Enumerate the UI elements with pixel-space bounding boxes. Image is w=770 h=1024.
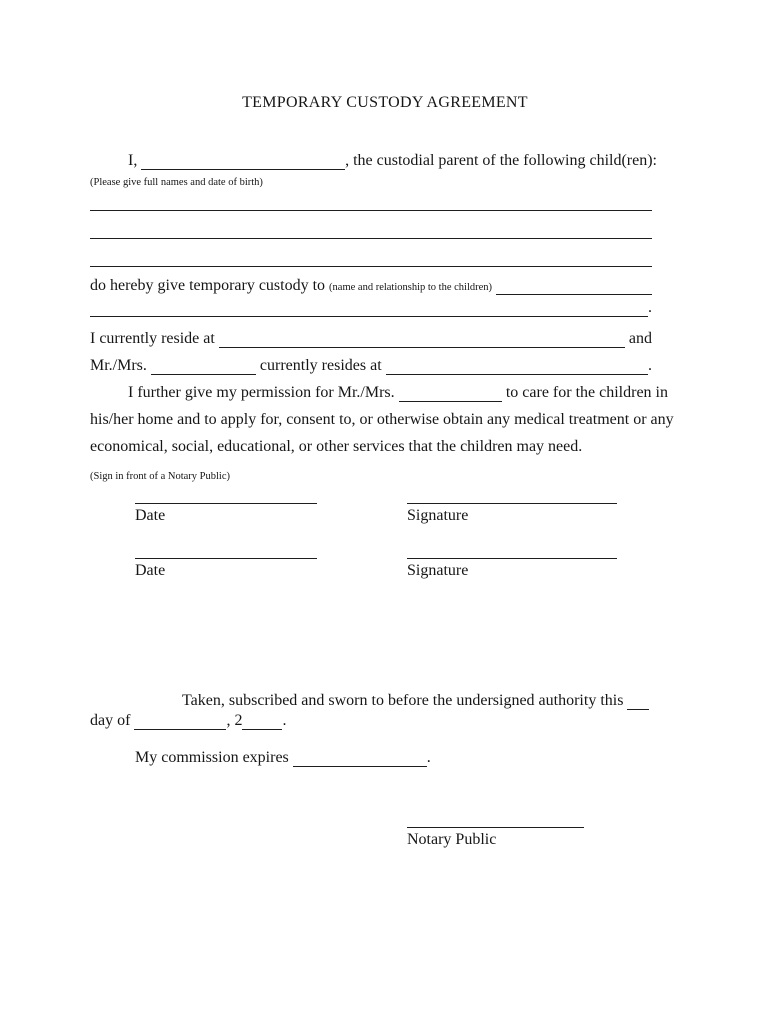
permission-line-3-text: economical, social, educational, or other services that the children may need. — [90, 438, 583, 455]
notary-block — [407, 827, 584, 849]
custody-note: (name and relationship to the children) — [329, 282, 493, 293]
reside-prefix: I currently reside at — [90, 330, 215, 347]
date-label-1: Date — [135, 507, 166, 524]
commission-text: My commission expires — [135, 749, 289, 766]
children-names-field-1[interactable] — [90, 210, 652, 211]
permission-line-3 — [90, 434, 582, 456]
sworn-text: Taken, subscribed and sworn to before the undersigned authority this — [182, 692, 624, 709]
permission-custodian-name-field[interactable] — [399, 391, 502, 402]
custodian-resides-text: currently resides at — [259, 357, 382, 374]
intro-line — [90, 148, 657, 170]
custody-text: do hereby give temporary custody to — [90, 277, 326, 294]
notary-signature-line[interactable] — [407, 827, 584, 828]
permission-line-2-text: his/her home and to apply for, consent to, or otherwise obtain any medical treatment or any — [90, 411, 674, 428]
custodian-address-field[interactable] — [386, 364, 648, 375]
date-line-1[interactable] — [135, 503, 317, 504]
children-names-field-3[interactable] — [90, 266, 652, 267]
custodian-resides-line — [90, 353, 652, 375]
notary-label: Notary Public — [407, 831, 497, 848]
intro-prefix: I, — [128, 152, 138, 169]
signature-label-2: Signature — [407, 562, 469, 579]
custodian-name-relationship-field[interactable] — [496, 284, 652, 295]
children-names-field-2[interactable] — [90, 238, 652, 239]
current-address-field[interactable] — [219, 337, 625, 348]
resides-period-mark: . — [648, 357, 652, 374]
permission-line-1 — [90, 380, 668, 402]
intro-note: (Please give full names and date of birth) — [90, 177, 263, 188]
date-block-1 — [135, 503, 317, 525]
signature-line-1[interactable] — [407, 503, 617, 504]
date-block-2 — [135, 558, 317, 580]
permission-line-2 — [90, 407, 674, 429]
signature-line-2[interactable] — [407, 558, 617, 559]
commission-line — [135, 745, 431, 767]
year-field[interactable] — [242, 719, 282, 730]
permission-prefix: I further give my permission for Mr./Mrs. — [128, 384, 395, 401]
sworn-period-mark: . — [282, 712, 287, 729]
commission-period-mark: . — [426, 749, 431, 766]
custodian-name-continued-field[interactable] — [90, 306, 648, 317]
day-of-text: day of — [90, 712, 131, 729]
custody-continuation-line — [90, 295, 652, 317]
permission-suffix: to care for the children in — [505, 384, 668, 401]
sworn-line-2 — [90, 708, 286, 730]
reside-line — [90, 326, 652, 348]
custodial-parent-name-field[interactable] — [141, 159, 345, 170]
day-number-field[interactable] — [627, 699, 649, 710]
custody-period-mark: . — [648, 299, 652, 316]
commission-expiry-field[interactable] — [293, 756, 427, 767]
custodian-title-prefix: Mr./Mrs. — [90, 357, 147, 374]
document-title: TEMPORARY CUSTODY AGREEMENT — [242, 94, 528, 111]
signature-label-1: Signature — [407, 507, 469, 524]
year-prefix-text: , 2 — [226, 712, 243, 729]
custodian-title-name-field[interactable] — [151, 364, 256, 375]
date-label-2: Date — [135, 562, 166, 579]
notary-sign-note: (Sign in front of a Notary Public) — [90, 471, 230, 482]
date-line-2[interactable] — [135, 558, 317, 559]
custody-line — [90, 273, 652, 295]
intro-suffix: , the custodial parent of the following child(ren): — [345, 152, 657, 169]
signature-block-2 — [407, 558, 617, 580]
reside-suffix: and — [628, 330, 652, 347]
signature-block-1 — [407, 503, 617, 525]
sworn-line-1 — [182, 688, 649, 710]
month-field[interactable] — [134, 719, 226, 730]
